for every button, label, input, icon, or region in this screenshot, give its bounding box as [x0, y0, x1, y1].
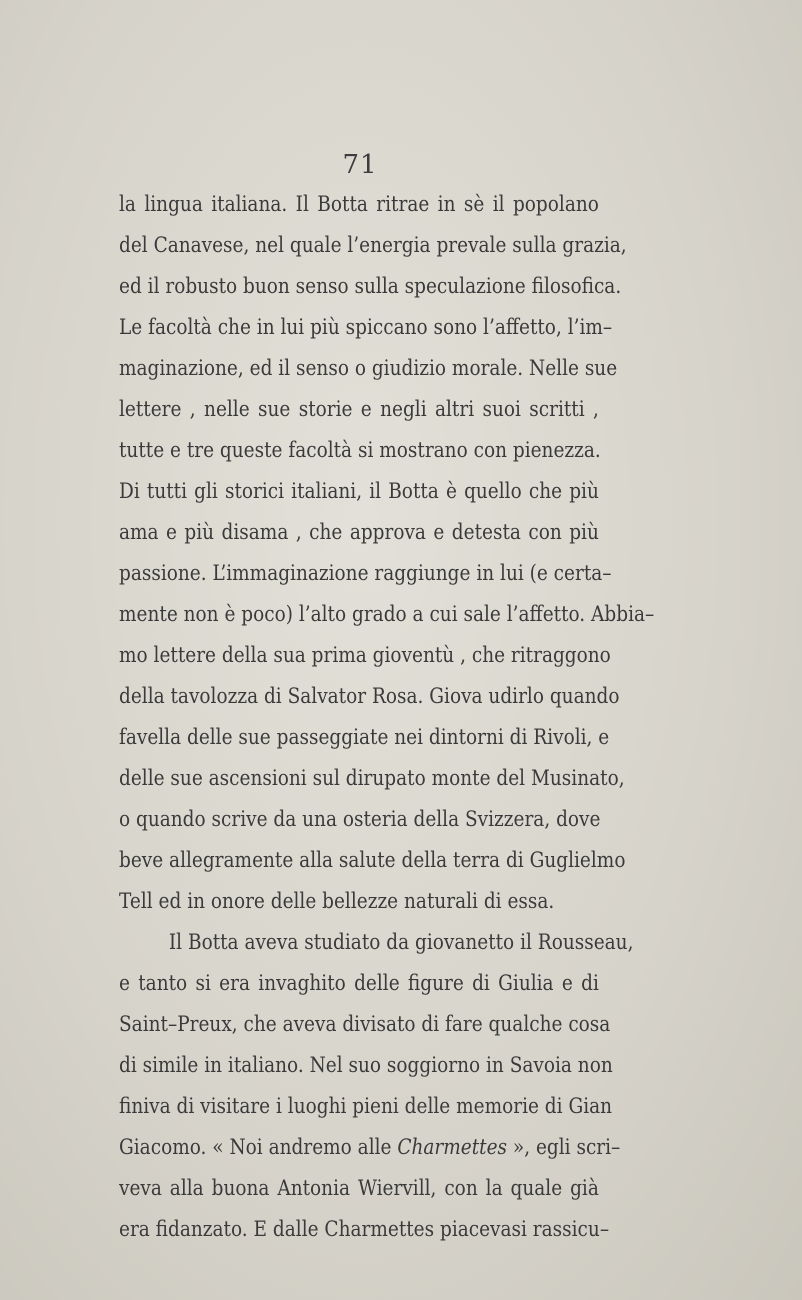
text-line: Di tutti gli storici italiani, il Botta è quello che più	[119, 479, 599, 504]
text-line: era fidanzato. E dalle Charmettes piacevasi rassicu–	[119, 1217, 610, 1242]
text-line: veva alla buona Antonia Wiervill, con la quale già	[119, 1176, 599, 1201]
text-line: Il Botta aveva studiato da giovanetto il Rousseau,	[168, 930, 634, 955]
body-text	[119, 184, 655, 1250]
text-line: delle sue ascensioni sul dirupato monte del Musinato,	[119, 766, 625, 791]
text-line: del Canavese, nel quale l’energia prevale sulla grazia,	[119, 233, 627, 258]
text-line	[119, 1127, 621, 1168]
text-line: favella delle sue passeggiate nei dintorni di Rivoli, e	[119, 725, 610, 750]
italic-word: Charmettes	[397, 1135, 508, 1160]
text-line: maginazione, ed il senso o giudizio morale. Nelle sue	[119, 356, 618, 381]
text-line: tutte e tre queste facoltà si mostrano con pienezza.	[119, 438, 601, 463]
text-line: finiva di visitare i luoghi pieni delle memorie di Gian	[119, 1094, 613, 1119]
text-line: mente non è poco) l’alto grado a cui sale l’affetto. Abbia–	[119, 602, 655, 627]
text-line: Le facoltà che in lui più spiccano sono l’affetto, l’im–	[119, 315, 613, 340]
text-line: ama e più disama , che approva e detesta con più	[119, 520, 599, 545]
text-line: Saint–Preux, che aveva divisato di fare qualche cosa	[119, 1012, 611, 1037]
text-line: di simile in italiano. Nel suo soggiorno in Savoia non	[119, 1053, 613, 1078]
text-line: Tell ed in onore delle bellezze naturali di essa.	[119, 889, 555, 914]
page-number: 71	[342, 150, 378, 180]
text-line: ed il robusto buon senso sulla speculazione filosofica.	[119, 274, 622, 299]
text-line: passione. L’immaginazione raggiunge in lui (e certa–	[119, 561, 612, 586]
text-segment: », egli scri–	[507, 1135, 621, 1160]
text-line: e tanto si era invaghito delle figure di Giulia e di	[119, 971, 599, 996]
text-line: beve allegramente alla salute della terra di Guglielmo	[119, 848, 626, 873]
text-line: o quando scrive da una osteria della Svizzera, dove	[119, 807, 601, 832]
text-line: lettere , nelle sue storie e negli altri suoi scritti ,	[119, 397, 599, 422]
text-segment: Giacomo. « Noi andremo alle	[119, 1135, 398, 1160]
text-line: della tavolozza di Salvator Rosa. Giova udirlo quando	[119, 684, 620, 709]
text-line: la lingua italiana. Il Botta ritrae in sè il popolano	[119, 192, 599, 217]
text-line: mo lettere della sua prima gioventù , che ritraggono	[119, 643, 611, 668]
